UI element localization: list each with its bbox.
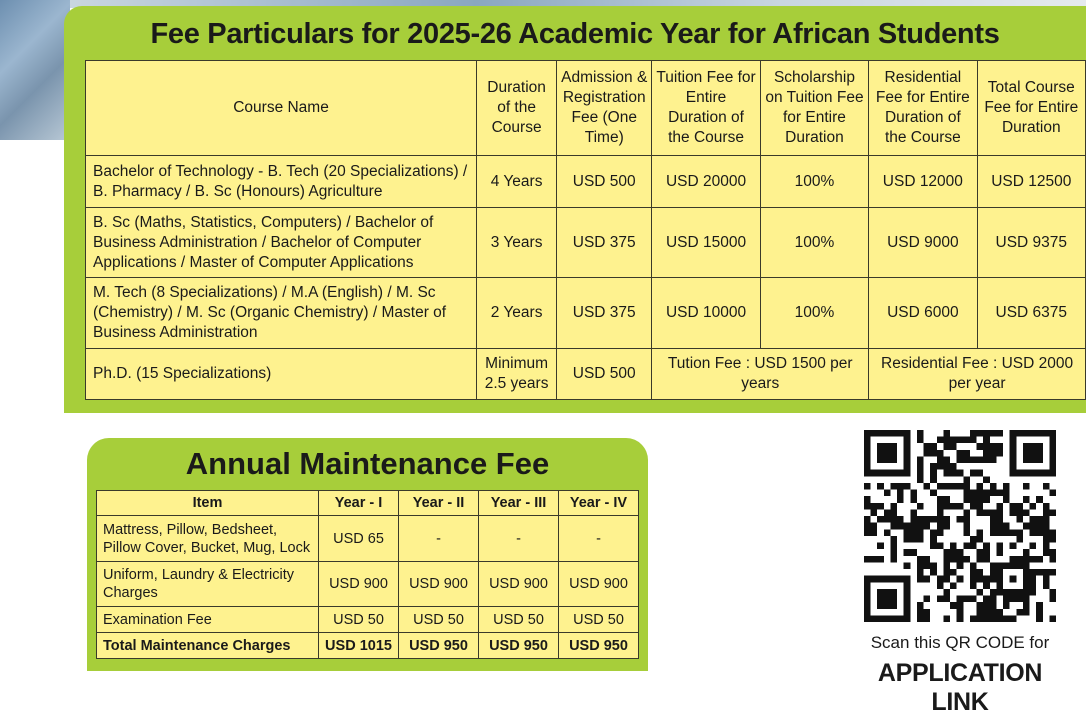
- total-fee: USD 12500: [977, 156, 1085, 208]
- table-row: [86, 278, 1086, 349]
- item-name: Mattress, Pillow, Bedsheet, Pillow Cover, Bucket, Mug, Lock: [97, 516, 319, 562]
- qr-caption: Scan this QR CODE for: [870, 633, 1050, 652]
- qr-code-icon[interactable]: [864, 430, 1056, 622]
- application-link-label[interactable]: APPLICATION LINK: [877, 659, 1043, 716]
- header-year-1: Year - I: [319, 491, 399, 516]
- course-name: B. Sc (Maths, Statistics, Computers) / Bachelor of Business Administration / Bachelor of Computer Applications / Master of Computer Applications: [86, 208, 477, 278]
- item-name: Examination Fee: [97, 607, 319, 633]
- header-residential-fee: Residential Fee for Entire Duration of the Course: [869, 61, 977, 156]
- header-scholarship: Scholarship on Tuition Fee for Entire Duration: [760, 61, 868, 156]
- duration: 4 Years: [477, 156, 557, 208]
- phd-residential-note: Residential Fee : USD 2000 per year: [869, 349, 1086, 400]
- year-1-fee: USD 50: [319, 607, 399, 633]
- header-item: Item: [97, 491, 319, 516]
- year-4-fee: -: [559, 516, 639, 562]
- scholarship: 100%: [760, 278, 868, 349]
- total-year-3: USD 950: [479, 633, 559, 659]
- background-photo: [0, 0, 70, 140]
- year-4-fee: USD 50: [559, 607, 639, 633]
- course-name: M. Tech (8 Specializations) / M.A (English) / M. Sc (Chemistry) / M. Sc (Organic Chemistry) / Master of Business Administration: [86, 278, 477, 349]
- tuition-fee: USD 10000: [652, 278, 760, 349]
- course-name: Bachelor of Technology - B. Tech (20 Specializations) / B. Pharmacy / B. Sc (Honours) Agriculture: [86, 156, 477, 208]
- fee-header-row: [86, 61, 1086, 156]
- qr-code-graphic: [864, 430, 1056, 622]
- phd-tuition-note: Tution Fee : USD 1500 per years: [652, 349, 869, 400]
- maintenance-header-row: [97, 491, 639, 516]
- table-row: [86, 208, 1086, 278]
- total-year-4: USD 950: [559, 633, 639, 659]
- table-row: [86, 156, 1086, 208]
- total-fee: USD 9375: [977, 208, 1085, 278]
- table-row: [97, 607, 639, 633]
- residential-fee: USD 9000: [869, 208, 977, 278]
- year-2-fee: USD 50: [399, 607, 479, 633]
- duration: Minimum 2.5 years: [477, 349, 557, 400]
- header-course-name: Course Name: [86, 61, 477, 156]
- total-label: Total Maintenance Charges: [97, 633, 319, 659]
- year-1-fee: USD 65: [319, 516, 399, 562]
- total-year-2: USD 950: [399, 633, 479, 659]
- maintenance-fee-table: [96, 490, 639, 659]
- duration: 2 Years: [477, 278, 557, 349]
- admission-fee: USD 375: [557, 208, 652, 278]
- table-row-phd: [86, 349, 1086, 400]
- year-4-fee: USD 900: [559, 562, 639, 607]
- header-tuition-fee: Tuition Fee for Entire Duration of the Course: [652, 61, 760, 156]
- tuition-fee: USD 15000: [652, 208, 760, 278]
- year-3-fee: USD 900: [479, 562, 559, 607]
- header-total-fee: Total Course Fee for Entire Duration: [977, 61, 1085, 156]
- admission-fee: USD 500: [557, 156, 652, 208]
- total-fee: USD 6375: [977, 278, 1085, 349]
- scholarship: 100%: [760, 208, 868, 278]
- header-year-4: Year - IV: [559, 491, 639, 516]
- residential-fee: USD 12000: [869, 156, 977, 208]
- year-2-fee: USD 900: [399, 562, 479, 607]
- header-duration: Duration of the Course: [477, 61, 557, 156]
- maintenance-fee-panel: [87, 438, 648, 671]
- year-3-fee: USD 50: [479, 607, 559, 633]
- fee-particulars-table: [85, 60, 1086, 400]
- duration: 3 Years: [477, 208, 557, 278]
- fee-particulars-title: Fee Particulars for 2025-26 Academic Year for African Students: [150, 18, 1000, 50]
- header-year-2: Year - II: [399, 491, 479, 516]
- year-1-fee: USD 900: [319, 562, 399, 607]
- residential-fee: USD 6000: [869, 278, 977, 349]
- total-year-1: USD 1015: [319, 633, 399, 659]
- admission-fee: USD 500: [557, 349, 652, 400]
- header-year-3: Year - III: [479, 491, 559, 516]
- admission-fee: USD 375: [557, 278, 652, 349]
- course-name: Ph.D. (15 Specializations): [86, 349, 477, 400]
- header-admission-fee: Admission & Registration Fee (One Time): [557, 61, 652, 156]
- year-2-fee: -: [399, 516, 479, 562]
- fee-particulars-panel: [64, 6, 1086, 413]
- total-row: [97, 633, 639, 659]
- scholarship: 100%: [760, 156, 868, 208]
- item-name: Uniform, Laundry & Electricity Charges: [97, 562, 319, 607]
- year-3-fee: -: [479, 516, 559, 562]
- table-row: [97, 562, 639, 607]
- maintenance-fee-title: Annual Maintenance Fee: [185, 446, 550, 481]
- tuition-fee: USD 20000: [652, 156, 760, 208]
- table-row: [97, 516, 639, 562]
